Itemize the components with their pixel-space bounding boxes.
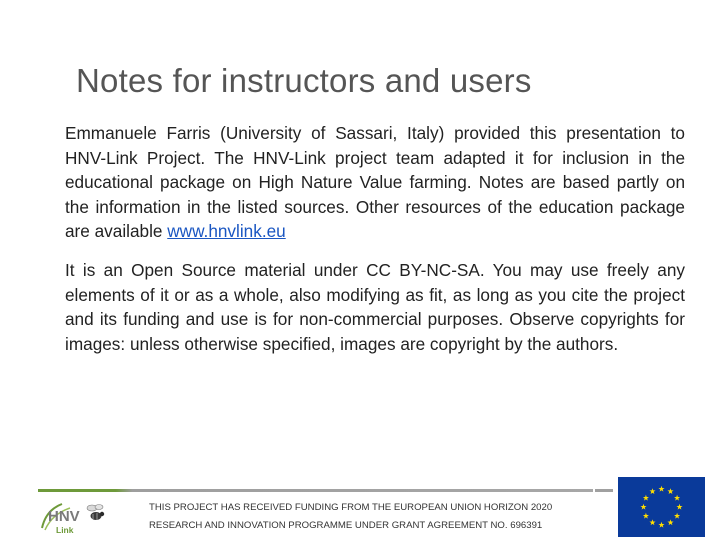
slide-title: Notes for instructors and users [76, 62, 532, 99]
bee-icon [87, 505, 104, 521]
eu-star [676, 504, 682, 510]
eu-star [643, 513, 649, 519]
hnv-link-logo [36, 494, 136, 536]
funding-line-1: THIS PROJECT HAS RECEIVED FUNDING FROM THE EUROPEAN UNION HORIZON 2020 [149, 502, 553, 513]
footer-divider-line-right [595, 489, 613, 492]
footer-divider-line [38, 489, 593, 492]
logo-hnv-text: HNV [48, 508, 80, 525]
hnv-link-logo-icon [36, 494, 136, 536]
eu-star [643, 495, 649, 501]
paragraph-license: It is an Open Source material under CC BY-NC-SA. You may use freely any elements of it or as a whole, also modifying as fit, as long as you cite the project and its funding and use is for non-commercial purposes. Observe copyrights for images: unless otherwise specified, images are copyright by the authors. [65, 259, 685, 354]
funding-line-2: RESEARCH AND INNOVATION PROGRAMME UNDER GRANT AGREEMENT NO. 696391 [149, 520, 543, 531]
hnvlink-website-link[interactable]: www.hnvlink.eu [167, 221, 286, 242]
eu-star [640, 504, 646, 510]
paragraph-credits-text: Emmanuele Farris (University of Sassari, Italy) provided this presentation to HNV-Link Project. The HNV-Link project team adapted it for inclusion in the educational package on High Nature Value farming. Notes are based partly on the information in the listed sources. Other resources of the education package are available [65, 123, 685, 242]
notes-body [65, 121, 685, 356]
eu-flag [618, 477, 705, 537]
eu-star [674, 513, 680, 519]
eu-star [674, 495, 680, 501]
funding-statement [149, 499, 589, 535]
paragraph-credits [65, 121, 685, 244]
eu-star [658, 522, 664, 528]
eu-star [649, 519, 655, 525]
logo-link-text: Link [56, 525, 74, 535]
eu-star [667, 519, 673, 525]
eu-star [667, 488, 673, 494]
eu-star [649, 488, 655, 494]
eu-flag-icon [618, 477, 705, 537]
eu-star [658, 486, 664, 492]
